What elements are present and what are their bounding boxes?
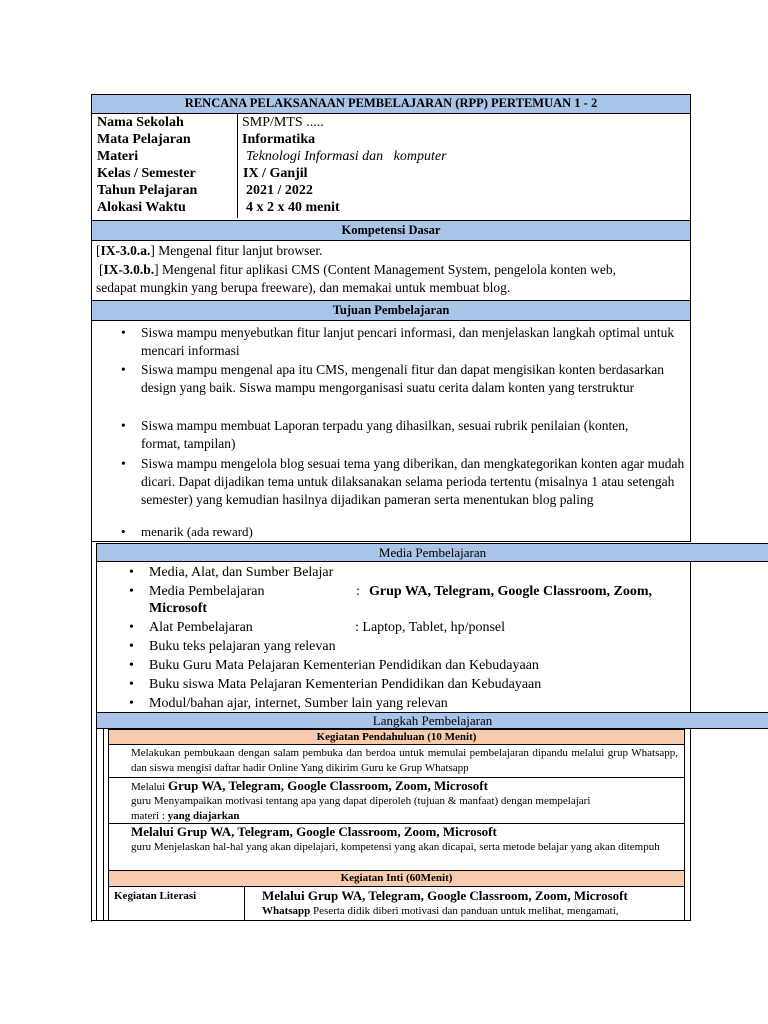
identity-value-alokasi: 4 x 2 x 40 menit bbox=[246, 200, 340, 215]
tujuan-item-1: • Siswa mampu menyebutkan fitur lanjut pencari informasi, dan menjelaskan langkah optimal untuk mencari informasi bbox=[121, 325, 675, 358]
identity-right-border bbox=[690, 113, 691, 220]
literasi-heading: Melalui Grup WA, Telegram, Google Classroom, Zoom, Microsoft bbox=[262, 888, 628, 903]
media-item-2: • Media Pembelajaran bbox=[129, 584, 265, 599]
media-item-4-text: Buku teks pelajaran yang relevan bbox=[149, 639, 336, 654]
literasi-bold: Whatsapp bbox=[262, 905, 311, 917]
tujuan-item-5: • menarik (ada reward) bbox=[121, 524, 253, 539]
tujuan-item-5-text: menarik (ada reward) bbox=[141, 524, 253, 539]
rpp-title: RENCANA PELAKSANAAN PEMBELAJARAN (RPP) PERTEMUAN 1 - 2 bbox=[91, 94, 691, 114]
media-item-1: • Media, Alat, dan Sumber Belajar bbox=[129, 565, 334, 580]
pendahuluan-step-1: Melakukan pembukaan dengan salam pembuka dan berdoa untuk memulai pembelajaran dipandu melalui grup Whatsapp, dan siswa mengisi daftar hadir Online Yang dikirim Guru ke Grup Whatsapp bbox=[131, 747, 678, 774]
table-bottom-border bbox=[91, 920, 691, 921]
langkah-inner-left-2 bbox=[108, 729, 109, 921]
pendahuluan-heading: Kegiatan Pendahuluan (10 Menit) bbox=[108, 729, 685, 745]
tujuan-right-border bbox=[690, 320, 691, 542]
tujuan-item-3-text: Siswa mampu membuat Laporan terpadu yang dihasilkan, sesuai rubrik penilaian (konten, format, tampilan) bbox=[141, 418, 629, 451]
literasi-divider bbox=[244, 887, 245, 921]
media-item-2-value: Grup WA, Telegram, Google Classroom, Zoom, bbox=[369, 584, 652, 599]
media-item-5-text: Buku Guru Mata Pelajaran Kementerian Pendidikan dan Kebudayaan bbox=[149, 658, 539, 673]
media-item-4: • Buku teks pelajaran yang relevan bbox=[129, 639, 336, 654]
pendahuluan-step-2-text: guru Menyampaikan motivasi tentang apa yang dapat diperoleh (tujuan & manfaat) dengan mempelajari bbox=[131, 795, 591, 807]
tujuan-item-1-text: Siswa mampu menyebutkan fitur lanjut pencari informasi, dan menjelaskan langkah optimal untuk mencari informasi bbox=[141, 325, 675, 358]
identity-label-tahun: Tahun Pelajaran bbox=[97, 183, 198, 198]
identity-value-kelas: IX / Ganjil bbox=[243, 166, 308, 181]
identity-label-materi: Materi bbox=[97, 149, 139, 164]
kd1-code: IX-3.0.a. bbox=[100, 243, 151, 258]
tujuan-left-border bbox=[91, 320, 92, 542]
pendahuluan-step-2-text2 bbox=[131, 809, 239, 824]
identity-label-kelas: Kelas / Semester bbox=[97, 166, 196, 181]
langkah-inner-right bbox=[684, 729, 685, 921]
kd-line-2: [IX-3.0.b.] Mengenal fitur aplikasi CMS (Content Management System, pengelola konten web, bbox=[99, 262, 617, 277]
identity-value-subject: Informatika bbox=[242, 132, 316, 147]
kd2-code: IX-3.0.b. bbox=[103, 262, 155, 277]
kd2-text: Mengenal fitur aplikasi CMS (Content Management System, pengelola konten web, bbox=[158, 262, 617, 277]
identity-label-school: Nama Sekolah bbox=[97, 115, 184, 130]
kd1-text: Mengenal fitur lanjut browser. bbox=[154, 243, 323, 258]
kd-line-1: [IX-3.0.a.] Mengenal fitur lanjut browser. bbox=[96, 243, 323, 258]
p2-text2: materi : bbox=[131, 810, 168, 822]
tujuan-item-4: • Siswa mampu mengelola blog sesuai tema yang diberikan, dan mengkategorikan konten agar mudah dicari. Dapat dijadikan tema untuk dilaksanakan selama perioda tertentu (misalnya 1 atau setengah semester) yang kemudian hasilnya dijadikan pameran serta menentukan blog paling bbox=[121, 456, 685, 507]
media-item-3-label: Alat Pembelajaran bbox=[149, 620, 253, 635]
kd-left-border bbox=[91, 240, 92, 300]
literasi-body: Peserta didik diberi motivasi dan panduan untuk melihat, mengamati, bbox=[310, 905, 619, 917]
identity-value-school: SMP/MTS ..... bbox=[242, 115, 324, 130]
media-item-6-text: Buku siswa Mata Pelajaran Kementerian Pendidikan dan Kebudayaan bbox=[149, 677, 542, 692]
kompetensi-heading: Kompetensi Dasar bbox=[91, 220, 691, 241]
langkah-heading: Langkah Pembelajaran bbox=[96, 712, 768, 729]
tujuan-item-4-text: Siswa mampu mengelola blog sesuai tema yang diberikan, dan mengkategorikan konten agar mudah dicari. Dapat dijadikan tema untuk dilaksanakan selama perioda tertentu (misalnya 1 atau setengah semester) yang kemudian hasilnya dijadikan pameran serta menentukan blog paling bbox=[141, 456, 685, 507]
p2-platforms: Grup WA, Telegram, Google Classroom, Zoom, Microsoft bbox=[167, 778, 488, 793]
media-item-2-label: Media Pembelajaran bbox=[149, 584, 265, 599]
pendahuluan-step-3-heading: Melalui Grup WA, Telegram, Google Classroom, Zoom, Microsoft bbox=[131, 824, 497, 839]
identity-value-materi: Teknologi Informasi dan komputer bbox=[246, 149, 447, 164]
p2-prefix: Melalui bbox=[131, 781, 168, 793]
outer-left-border bbox=[91, 541, 92, 922]
kd-line-3: sedapat mungkin yang berupa freeware), dan memakai untuk membuat blog. bbox=[96, 280, 511, 295]
inti-heading: Kegiatan Inti (60Menit) bbox=[108, 870, 685, 887]
media-item-7: • Modul/bahan ajar, internet, Sumber lain yang relevan bbox=[129, 696, 448, 711]
tujuan-item-3: • Siswa mampu membuat Laporan terpadu yang dihasilkan, sesuai rubrik penilaian (konten, format, tampilan) bbox=[121, 418, 629, 451]
tujuan-heading: Tujuan Pembelajaran bbox=[91, 300, 691, 321]
media-item-1-text: Media, Alat, dan Sumber Belajar bbox=[149, 565, 334, 580]
tujuan-bottom-border bbox=[91, 541, 691, 542]
identity-divider bbox=[237, 114, 238, 218]
media-item-6: • Buku siswa Mata Pelajaran Kementerian Pendidikan dan Kebudayaan bbox=[129, 677, 542, 692]
p2-bold: yang diajarkan bbox=[167, 810, 240, 822]
media-item-2-cont: Microsoft bbox=[149, 601, 208, 616]
pendahuluan-step-3-text: guru Menjelaskan hal-hal yang akan dipelajari, kompetensi yang akan dicapai, serta metode belajar yang akan ditempuh bbox=[131, 841, 660, 853]
identity-left-border bbox=[91, 113, 92, 220]
media-item-2-sep: : bbox=[356, 584, 360, 599]
media-right-border bbox=[690, 543, 691, 921]
identity-value-tahun: 2021 / 2022 bbox=[246, 183, 313, 198]
media-item-5: • Buku Guru Mata Pelajaran Kementerian Pendidikan dan Kebudayaan bbox=[129, 658, 539, 673]
inner-left-border bbox=[96, 543, 97, 920]
literasi-text bbox=[262, 904, 619, 919]
langkah-inner-left-1 bbox=[103, 729, 104, 921]
kd-right-border bbox=[690, 240, 691, 300]
literasi-label: Kegiatan Literasi bbox=[114, 890, 197, 902]
tujuan-item-2: • Siswa mampu mengenal apa itu CMS, mengenali fitur dan dapat mengisikan konten berdasarkan design yang baik. Siswa mampu mengorganisasi suatu cerita dalam konten yang terstruktur bbox=[121, 362, 664, 395]
media-item-3-value: : Laptop, Tablet, hp/ponsel bbox=[355, 620, 506, 635]
tujuan-item-2-text: Siswa mampu mengenal apa itu CMS, mengenali fitur dan dapat mengisikan konten berdasarkan design yang baik. Siswa mampu mengorganisasi suatu cerita dalam konten yang terstruktur bbox=[141, 362, 664, 395]
media-item-7-text: Modul/bahan ajar, internet, Sumber lain yang relevan bbox=[149, 696, 448, 711]
identity-label-subject: Mata Pelajaran bbox=[97, 132, 191, 147]
identity-label-alokasi: Alokasi Waktu bbox=[97, 200, 186, 215]
pendahuluan-step-2-heading bbox=[131, 778, 488, 795]
media-heading: Media Pembelajaran bbox=[96, 543, 768, 562]
media-item-3: • Alat Pembelajaran bbox=[129, 620, 253, 635]
